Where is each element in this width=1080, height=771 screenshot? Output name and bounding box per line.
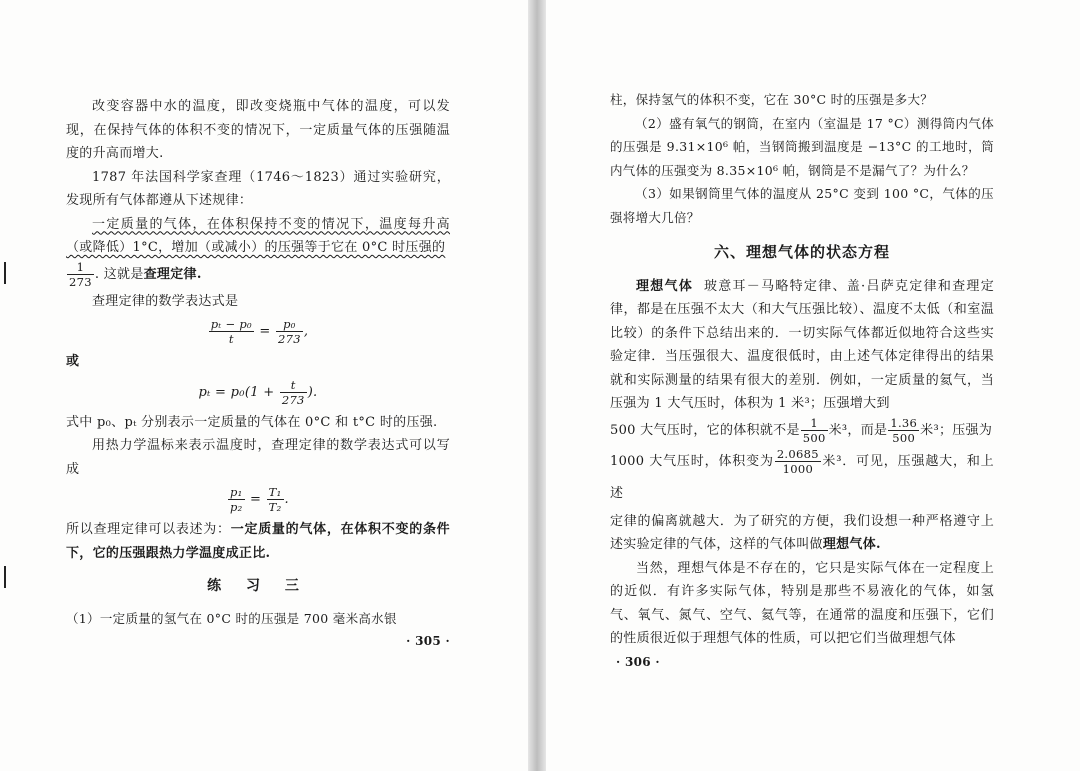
book-gutter xyxy=(528,0,546,771)
law-fraction-line: $\frac{1}{273}$ . 这就是查理定律. xyxy=(69,259,202,289)
exercise-question: （2）盛有氧气的钢筒，在室内（室温是 17 °C）测得筒内气体的压强是 9.31×10⁶ 帕，当钢筒搬到温度是 −13°C 的工地时，筒内气体的压强变为 8.35×10⁶ 帕，钢筒是不是漏气了？为什么？ xyxy=(610,115,994,178)
law-text: 一定质量的气体，在体积保持不变的情况下，温度每升高（或降低）1°C，增加（或减小）的压强等于它在 0°C 时压强的 xyxy=(66,216,450,255)
left-text-column xyxy=(66,95,450,654)
exercise-question: （1）一定质量的氢气在 0°C 时的压强是 700 毫米高水银 xyxy=(66,610,397,626)
margin-mark xyxy=(4,262,6,284)
term-heading: 理想气体 xyxy=(636,278,694,294)
page-number: · 305 · xyxy=(406,634,450,648)
paragraph: 1787 年法国科学家查理（1746～1823）通过实验研究，发现所有气体都遵从下述规律： xyxy=(66,169,450,208)
fraction-line: 1000 大气压时，体积变为 $\frac{2.0685}{1000}$ 米³．可见，压强越大，和上述 xyxy=(610,446,994,501)
law-name: 查理定律. xyxy=(143,266,202,282)
ideal-gas-paragraph: 理想气体 玻意耳－马略特定律、盖·吕萨克定律和查理定律，都是在压强不太大（和大气压强比较）、温度不太低（和室温比较）的条件下总结出来的．一切实际气体都近似地符合这些实验定律．当压强很大、温度很低时，由上述气体定律得出的结果就和实际测量的结果有很大的差别．例如，一定质量的氦气，当压强为 1 大气压时，体积为 1 米³；压强增大到 xyxy=(610,278,994,411)
section-title: 六、理想气体的状态方程 xyxy=(713,243,890,261)
right-page xyxy=(546,0,1080,771)
paragraph: 改变容器中水的温度，即改变烧瓶中气体的温度，可以发现，在保持气体的体积不变的情况下，一定质量气体的压强随温度的升高而增大. xyxy=(66,99,450,161)
formula-charles-3: $\frac{\text{p₁}}{\text{p₂}}$ = $\frac{\text{T₁}}{\text{T₂}}$ . xyxy=(230,485,289,514)
left-page xyxy=(0,0,528,771)
paragraph: 查理定律的数学表达式是 xyxy=(92,293,239,309)
paragraph: 定律的偏离就越大．为了研究的方便，我们设想一种严格遵守上述实验定律的气体，这样的气体叫做理想气体. xyxy=(610,513,994,552)
formula-charles-1: $\frac{\text{pₜ − p₀}}{t}$ = $\frac{\text{p₀}}{273}$ , xyxy=(210,317,309,346)
paragraph: 式中 p₀、pₜ 分别表示一定质量的气体在 0°C 和 t°C 时的压强. xyxy=(66,414,438,430)
formula-charles-2: pₜ = p₀(1 + $\frac{t}{273}$ ). xyxy=(198,377,318,407)
fraction: $\frac{1}{273}$ xyxy=(69,259,92,289)
fraction-line: 500 大气压时，它的体积就不是 $\frac{1}{500}$ 米³，而是 $\frac{1.36}{500}$ 米³；压强为 xyxy=(610,415,993,445)
or-label: 或 xyxy=(66,354,80,369)
paragraph: 当然，理想气体是不存在的，它只是实际气体在一定程度上的近似．有许多实际气体，特别是那些不易液化的气体，如氢气、氧气、氮气、空气、氦气等，在通常的温度和压强下，它们的性质很近似于理想气体的性质，可以把它们当做理想气体 xyxy=(610,560,994,646)
exercise-title: 练 习 三 xyxy=(207,578,309,594)
law-statement xyxy=(66,213,450,260)
exercise-question: （3）如果钢筒里气体的温度从 25°C 变到 100 °C，气体的压强将增大几倍？ xyxy=(610,186,994,225)
exercise-question: 柱，保持氢气的体积不变，它在 30°C 时的压强是多大？ xyxy=(610,92,934,107)
paragraph: 用热力学温标来表示温度时，查理定律的数学表达式可以写成 xyxy=(66,438,450,477)
conclusion-paragraph: 所以查理定律可以表述为：一定质量的气体，在体积不变的条件下，它的压强跟热力学温度成正比. xyxy=(66,522,450,561)
margin-mark xyxy=(4,566,6,588)
right-text-column xyxy=(610,88,994,674)
page-number: · 306 · xyxy=(616,654,660,669)
